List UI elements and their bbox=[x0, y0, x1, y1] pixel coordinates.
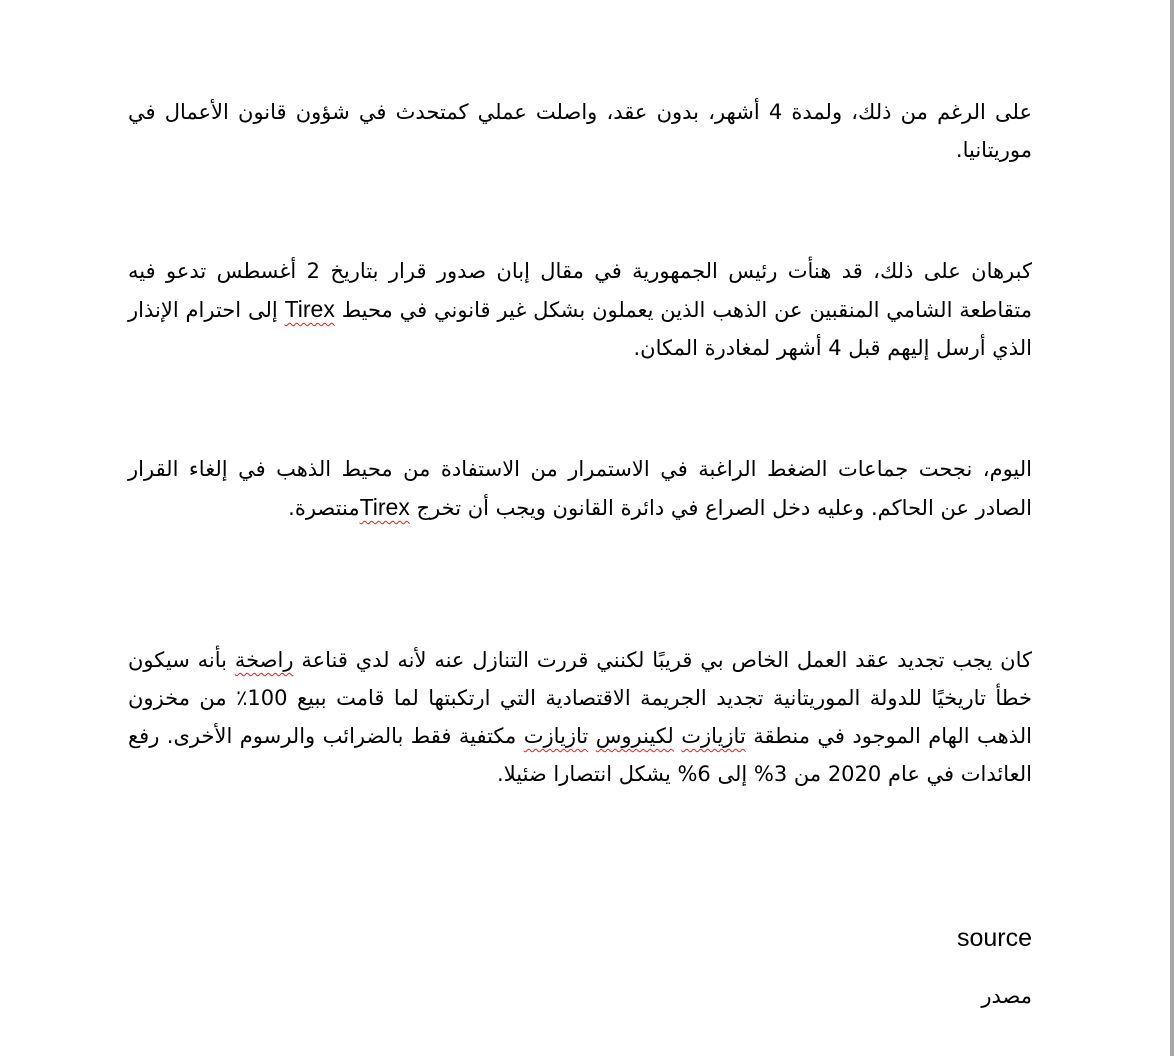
page-edge-divider bbox=[1170, 0, 1174, 1056]
brand-tirex-spellcheck[interactable]: Tirex bbox=[284, 296, 335, 322]
paragraph-4-text-end: مكتفية فقط بالضرائب والرسوم الأخرى. رفع العائدات في عام 2020 من 3% إلى 6% يشكل انتصارا ضئيلا. bbox=[128, 724, 1032, 786]
source-label-english: source bbox=[956, 924, 1032, 952]
misspelled-word[interactable]: راصخة bbox=[234, 648, 294, 672]
paragraph-2-text-end: إلى احترام الإنذار الذي أرسل إليهم قبل 4 أشهر لمغادرة المكان. bbox=[128, 298, 1032, 360]
paragraph-2-text: كبرهان على ذلك، قد هنأت رئيس الجمهورية في مقال إبان صدور قرار بتاريخ 2 أغسطس تدعو فيه متقاطعة الشامي المنقبين عن الذهب الذين يعملون بشكل غير قانوني في محيط bbox=[128, 259, 1032, 322]
paragraph-4 bbox=[128, 641, 1032, 793]
brand-tirex-spellcheck[interactable]: Tirex bbox=[359, 494, 410, 520]
paragraph-3 bbox=[128, 450, 1032, 527]
misspelled-word[interactable]: تازيازت bbox=[523, 724, 589, 748]
paragraph-1-text: على الرغم من ذلك، ولمدة 4 أشهر، بدون عقد، واصلت عملي كمتحدث في شؤون قانون الأعمال في موريتانيا. bbox=[128, 100, 1032, 162]
paragraph-4-text: كان يجب تجديد عقد العمل الخاص بي قريبًا لكنني قررت التنازل عنه لأنه لدي قناعة bbox=[301, 648, 1032, 672]
source-label-arabic: مصدر bbox=[981, 984, 1032, 1008]
paragraph-3-ending: منتصرة. bbox=[288, 496, 360, 520]
paragraph-3-text: اليوم، نجحت جماعات الضغط الراغبة في الاستمرار من الاستفادة من محيط الذهب في إلغاء القرار الصادر عن الحاكم. وعليه دخل الصراع في دائرة القانون ويجب أن تخرج bbox=[128, 457, 1032, 520]
misspelled-word[interactable]: لكينروس bbox=[595, 724, 674, 748]
misspelled-word[interactable]: تازيازت bbox=[681, 724, 746, 748]
paragraph-1 bbox=[128, 93, 1032, 169]
paragraph-2 bbox=[128, 252, 1032, 367]
paragraph-4-text: بأنه سيكون خطأ تاريخيًا للدولة الموريتانية تجديد الجريمة الاقتصادية التي ارتكبتها لما قامت ببيع 100٪ من مخزون الذهب الهام الموجود في منطقة bbox=[128, 648, 1033, 748]
